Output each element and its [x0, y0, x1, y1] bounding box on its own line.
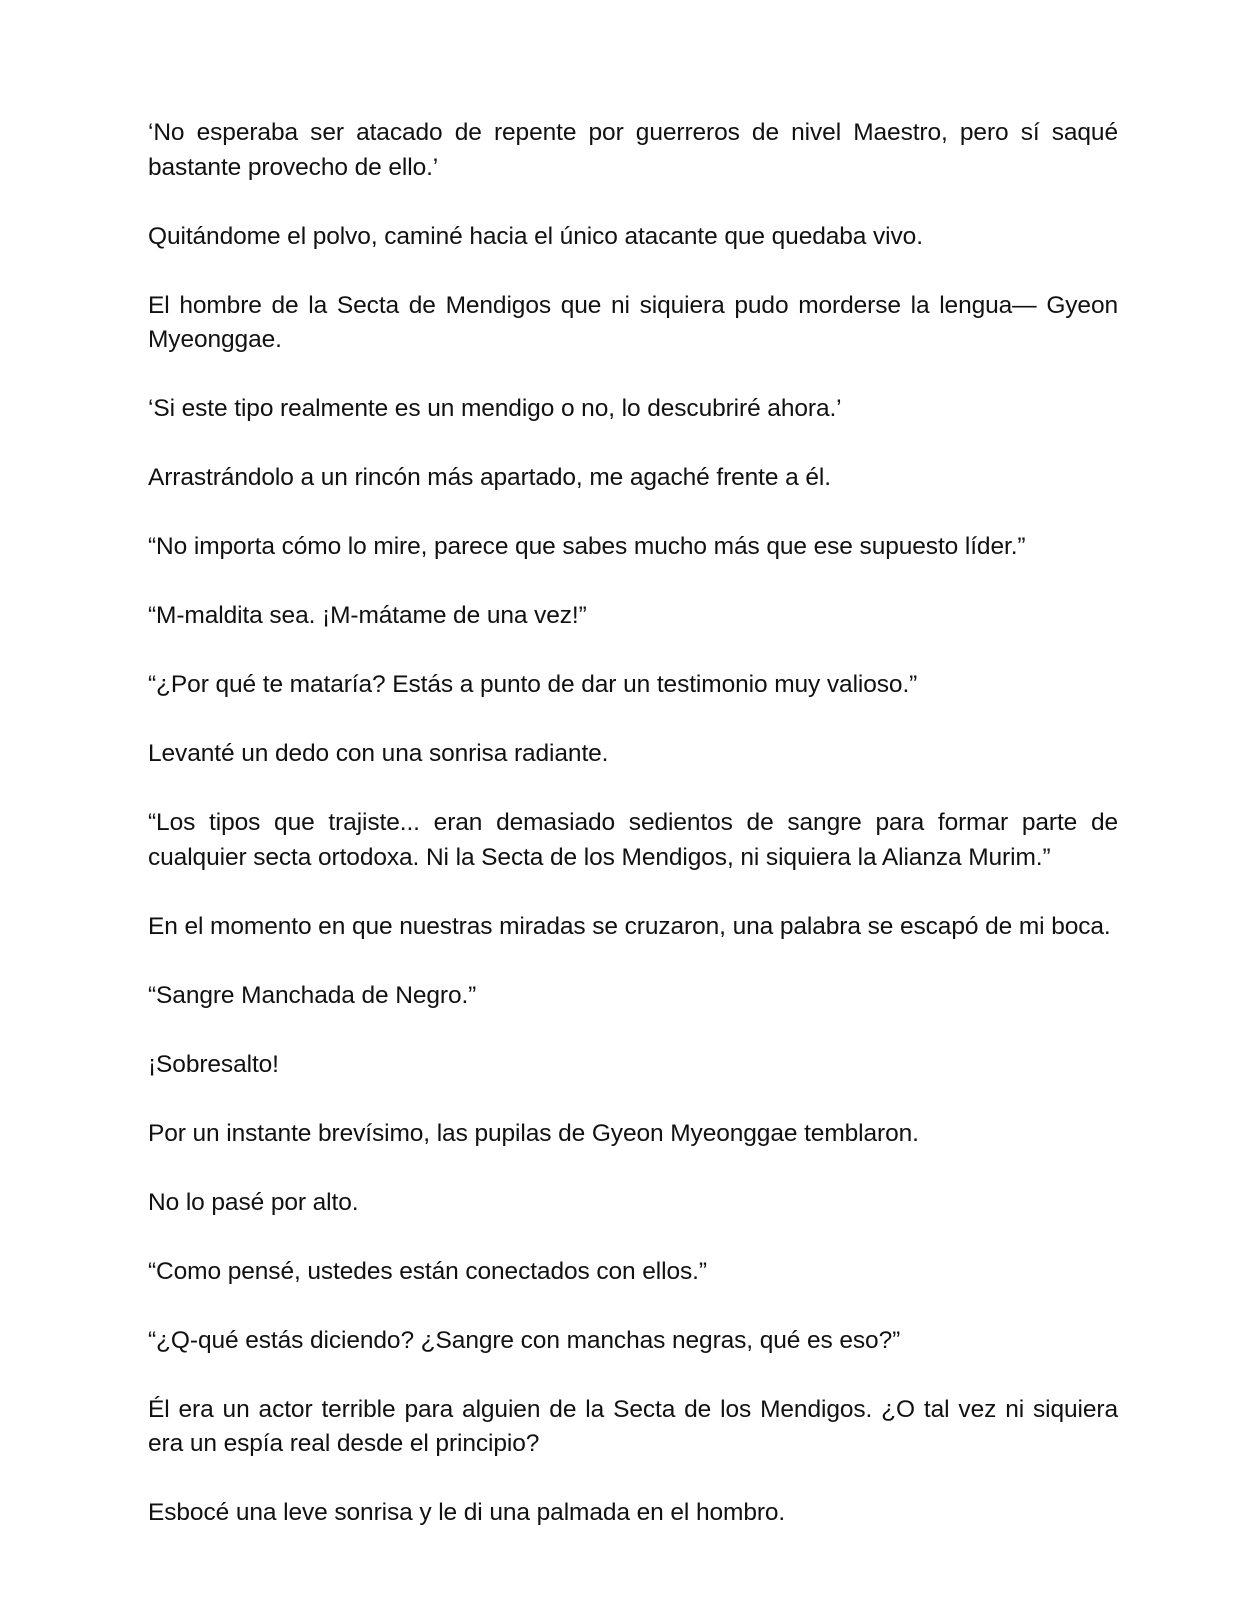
paragraph: Arrastrándolo a un rincón más apartado, me agaché frente a él. [148, 464, 831, 491]
paragraph: ¡Sobresalto! [148, 1050, 279, 1078]
paragraph: “M-maldita sea. ¡M-mátame de una vez!” [148, 602, 587, 629]
paragraph: ‘Si este tipo realmente es un mendigo o no, lo descubriré ahora.’ [148, 395, 842, 422]
paragraph: “Los tipos que trajiste... eran demasiado sedientos de sangre para formar parte de cualquier secta ortodoxa. Ni la Secta de los Mendigos, ni siquiera la Alianza Murim.” [148, 809, 1118, 871]
paragraph: El hombre de la Secta de Mendigos que ni siquiera pudo morderse la lengua— Gyeon Myeonggae. [148, 291, 1118, 353]
paragraph: Él era un actor terrible para alguien de la Secta de los Mendigos. ¿O tal vez ni siquiera era un espía real desde el principio? [148, 1395, 1118, 1457]
paragraph: ‘No esperaba ser atacado de repente por guerreros de nivel Maestro, pero sí saqué bastante provecho de ello.’ [148, 119, 1118, 181]
paragraph: No lo pasé por alto. [148, 1188, 359, 1216]
paragraph: En el momento en que nuestras miradas se cruzaron, una palabra se escapó de mi boca. [148, 912, 1111, 940]
paragraph: “¿Por qué te mataría? Estás a punto de dar un testimonio muy valioso.” [148, 671, 918, 698]
paragraph: “Como pensé, ustedes están conectados con ellos.” [148, 1257, 707, 1285]
paragraph: “No importa cómo lo mire, parece que sabes mucho más que ese supuesto líder.” [148, 533, 1026, 560]
paragraph: “¿Q-qué estás diciendo? ¿Sangre con manchas negras, qué es eso?” [148, 1326, 901, 1354]
paragraph: “Sangre Manchada de Negro.” [148, 981, 477, 1009]
paragraph: Por un instante brevísimo, las pupilas de Gyeon Myeonggae temblaron. [148, 1119, 919, 1147]
paragraph: Levanté un dedo con una sonrisa radiante. [148, 740, 609, 767]
document-page [148, 116, 1118, 1531]
paragraph: Quitándome el polvo, caminé hacia el único atacante que quedaba vivo. [148, 222, 923, 250]
paragraph: Esbocé una leve sonrisa y le di una palmada en el hombro. [148, 1499, 786, 1526]
